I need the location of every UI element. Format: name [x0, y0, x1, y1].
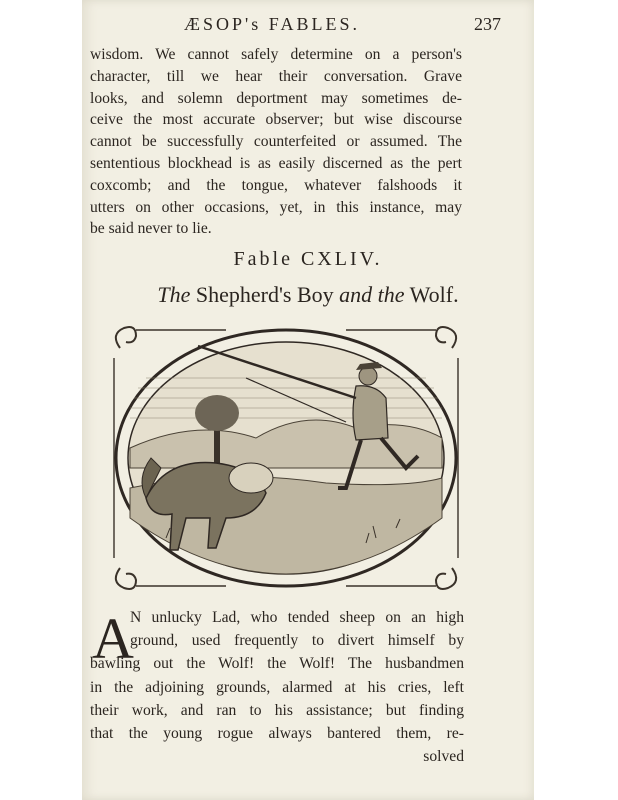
text-line: utters on other occasions, yet, in this instance, may [90, 198, 462, 216]
fable-title-word: Wolf. [409, 282, 459, 307]
fable-title [82, 282, 534, 308]
text-line: wisdom. We cannot safely determine on a person's [90, 46, 462, 63]
book-page [82, 0, 534, 800]
text-line: bawling out the Wolf! the Wolf! The husbandmen [90, 655, 464, 673]
text-line: sententious blockhead is as easily discerned as the pert [90, 154, 462, 172]
text-line: their work, and ran to his assistance; but finding [90, 701, 464, 719]
text-line: N unlucky Lad, who tended sheep on an high [130, 609, 464, 626]
text-line: ground, used frequently to divert himself by [130, 632, 464, 650]
drop-cap: A [92, 606, 134, 671]
text-line: character, till we hear their conversation. Grave [90, 67, 462, 85]
woodcut-illustration [106, 318, 466, 598]
text-line: coxcomb; and the tongue, whatever falshoods it [90, 176, 462, 194]
text-line: in the adjoining grounds, alarmed at his cries, left [90, 678, 464, 696]
text-line: looks, and solemn deportment may sometimes de- [90, 89, 462, 107]
running-head [82, 14, 534, 38]
text-line: cannot be successfully counterfeited or assumed. The [90, 133, 462, 151]
text-line: that the young rogue always bantered them, re- [90, 725, 464, 743]
fable-title-word: and the [339, 282, 405, 307]
fable-text [90, 606, 464, 768]
running-head-title: ÆSOP's FABLES. [184, 14, 360, 34]
fable-title-word: The [157, 282, 191, 307]
page-number: 237 [474, 14, 501, 34]
paragraph-continuation [90, 44, 462, 240]
fable-title-word: Shepherd's Boy [195, 282, 334, 307]
catchword: solved [423, 748, 464, 766]
text-line: ceive the most accurate observer; but wise discourse [90, 111, 462, 129]
text-line: be said never to lie. [90, 220, 212, 238]
fable-heading: Fable CXLIV. [233, 248, 383, 270]
